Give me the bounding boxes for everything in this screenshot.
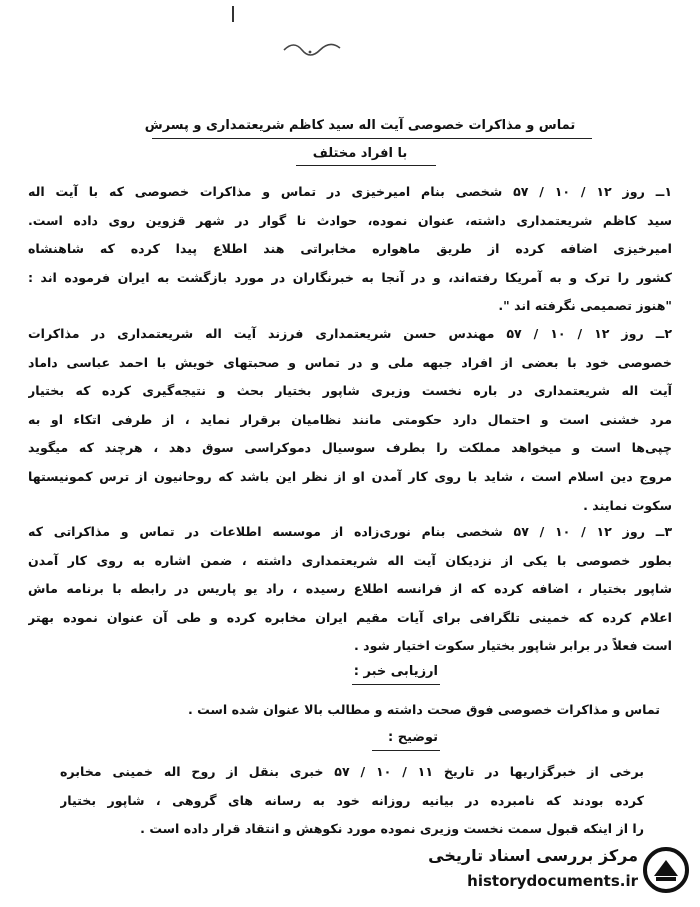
paragraph-line: سید کاظم شریعتمداری داشته، عنوان نموده، حوادث نا گوار در شهر قزوین روی داده است. (28, 212, 672, 228)
paragraph-line: مروج دین اسلام است ، شاید با روی کار آمدن او از نظر این باشد که روحانیون از ترس کمونیستها (28, 468, 672, 484)
watermark-url: historydocuments.ir (467, 872, 638, 890)
paragraph-line: امیرخیزی اضافه کرده از طریق ماهواره مخابراتی هند اطلاع پیدا کرده که شاهنشاه (28, 241, 672, 257)
explanation-underline (372, 750, 440, 751)
paragraph-line: اعلام کرده که خمینی تلگرافی برای آیات مقیم ایران مخابره کرده و طی آن عنوان نموده بهتر (28, 609, 672, 625)
assessment-heading: ارزیابی خبر : (353, 664, 438, 679)
paragraph-line: ۳ــ روز ۱۲ / ۱۰ / ۵۷ شخصی بنام نوری‌زاده از موسسه اطلاعات در تماس و مذاکراتی که (28, 524, 672, 539)
paragraph-line: شاپور بختیار ، اضافه کرده که از فرانسه اطلاع رسیده ، راد یو پاریس در رابطه با برنامه ماش (28, 581, 672, 597)
paragraph-line: خصوصی خود با بعضی از افراد جبهه ملی و در تماس و صحبتهای خویش با احمد عباسی داماد (28, 354, 672, 370)
paragraph-line: چپی‌ها است و میخواهد مملکت را بطرف سوسیال دموکراسی سوق دهد ، هرچند که میگوید (28, 440, 672, 456)
watermark-persian-text: مرکز بررسی اسناد تاریخی (428, 846, 638, 865)
paragraph-2 (28, 320, 672, 520)
document-subtitle: با افراد مختلف (312, 146, 408, 161)
classification-stamp (280, 38, 350, 56)
paragraph-line: آیت اله شریعتمداری در باره نخست وزیری شاپور بختیار بحث و نتیجه‌گیری کرده که بختیار (28, 383, 672, 399)
paragraph-line: ۱ــ روز ۱۲ / ۱۰ / ۵۷ شخصی بنام امیرخیزی در تماس و مذاکرات خصوصی که با آیت اله (28, 184, 672, 199)
paragraph-line: است فعلاً در برابر شاپور بختیار سکوت اختیار شود . (353, 638, 672, 654)
paragraph-3 (28, 518, 672, 661)
paragraph-line: سکوت نمایند . (583, 497, 672, 513)
document-title: تماس و مذاکرات خصوصی آیت اله سید کاظم شریعتمداری و پسرش (144, 118, 576, 133)
explanation-body (60, 758, 644, 844)
paragraph-1 (28, 178, 672, 321)
watermark (420, 842, 690, 900)
archive-logo-icon (642, 846, 690, 894)
subtitle-underline (296, 165, 436, 166)
paragraph-line: کشور را ترک و به آمریکا رفته‌اند، و در آنجا به خبرنگاران در مورد بازگشت به ایران فرموده اند : (28, 269, 672, 285)
margin-mark (232, 6, 234, 22)
paragraph-line: بطور خصوصی با یکی از نزدیکان آیت اله شریعتمداری داشته ، ضمن اشاره به روی کار آمدن (28, 552, 672, 568)
paragraph-line: مرد خشنی است و احتمال دارد حکومتی مانند نظامیان برقرار نماید ، از طرفی اتکاء او به (28, 411, 672, 427)
explanation-line: برخی از خبرگزاریها در تاریخ ۱۱ / ۱۰ / ۵۷ خبری بنقل از روح اله خمینی مخابره (60, 764, 644, 779)
explanation-line: کرده بودند که نامبرده در بیانیه روزانه خود به رسانه های گروهی ، شاپور بختیار (60, 792, 644, 808)
paragraph-line: ۲ــ روز ۱۲ / ۱۰ / ۵۷ مهندس حسن شریعتمداری فرزند آیت اله شریعتمداری در مذاکرات (28, 326, 672, 341)
explanation-heading: توضیح : (388, 730, 438, 745)
title-underline (152, 138, 592, 139)
assessment-underline (352, 684, 440, 685)
assessment-line: تماس و مذاکرات خصوصی فوق صحت داشته و مطالب بالا عنوان شده است . (188, 702, 660, 717)
paragraph-line: "هنوز تصمیمی نگرفته اند ". (498, 298, 672, 314)
assessment-body (60, 696, 660, 725)
explanation-line: را از اینکه قبول سمت نخست وزیری نموده مورد نکوهش و انتقاد قرار داده است . (140, 821, 644, 837)
